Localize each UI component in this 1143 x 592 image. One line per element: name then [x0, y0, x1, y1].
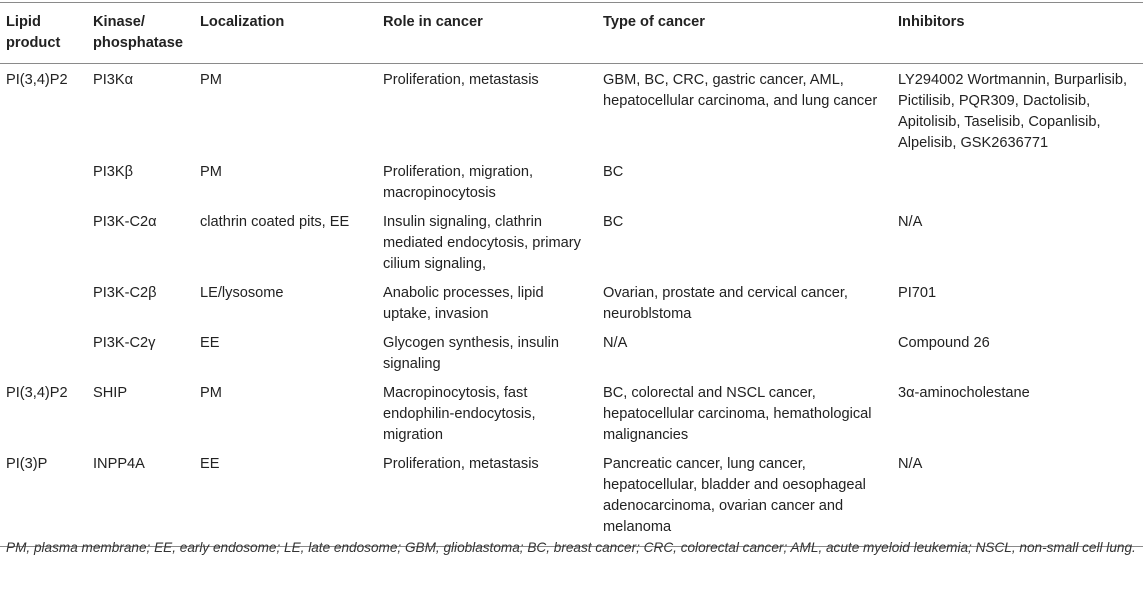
cell-lipid-product: [0, 327, 87, 377]
cell-kinase: PI3K-C2γ: [93, 335, 156, 351]
cell-role: Proliferation, migration, macropinocytosis: [383, 164, 534, 201]
cell-kinase: PI3Kα: [93, 72, 134, 88]
cell-inhibitors: N/A: [898, 214, 923, 230]
cell-inhibitors: N/A: [892, 448, 1143, 547]
cell-kinase: INPP4A: [87, 448, 194, 547]
cell-cancer-type: Ovarian, prostate and cervical cancer, neuroblstoma: [603, 285, 848, 322]
cell-localization: PM: [200, 164, 222, 180]
table-header: [0, 3, 1143, 64]
cell-inhibitors: [892, 156, 1143, 206]
cell-localization: PM: [200, 385, 222, 401]
cell-localization: EE: [200, 335, 220, 351]
cell-cancer-type: N/A: [603, 335, 628, 351]
cell-localization: PM: [200, 72, 222, 88]
cell-role: Proliferation, metastasis: [383, 72, 539, 88]
table-row: [0, 277, 1143, 327]
header-cancer-type: Type of cancer: [597, 3, 892, 64]
table-row: [0, 206, 1143, 277]
header-kinase: Kinase/ phosphatase: [87, 3, 194, 64]
cell-localization: LE/lysosome: [200, 285, 284, 301]
cell-inhibitors: PI701: [898, 285, 937, 301]
cell-kinase: SHIP: [93, 385, 128, 401]
cell-role: Insulin signaling, clathrin mediated endocytosis, primary cilium signaling,: [383, 214, 581, 272]
cell-localization: clathrin coated pits, EE: [200, 214, 350, 230]
table-row: [0, 327, 1143, 377]
cell-lipid-product: [0, 277, 87, 327]
cell-role: Glycogen synthesis, insulin signaling: [383, 335, 560, 372]
cell-cancer-type: Pancreatic cancer, lung cancer, hepatocellular, bladder and oesophageal adenocarcinoma, ovarian cancer and melanoma: [597, 448, 892, 547]
cell-cancer-type: GBM, BC, CRC, gastric cancer, AML, hepatocellular carcinoma, and lung cancer: [603, 72, 878, 109]
cell-role: Proliferation, metastasis: [377, 448, 597, 547]
cell-kinase: PI3K-C2α: [93, 214, 157, 230]
table-row: [0, 156, 1143, 206]
cell-lipid-product: PI(3,4)P2: [6, 72, 68, 88]
cell-cancer-type: BC: [603, 214, 624, 230]
table-footnote: PM, plasma membrane; EE, early endosome; LE, late endosome; GBM, glioblastoma; BC, breast cancer; CRC, colorectal cancer; AML, acute myeloid leukemia; NSCL, non-small cell lung.: [6, 540, 1136, 555]
cell-lipid-product: PI(3,4)P2: [6, 385, 68, 401]
cell-role: Anabolic processes, lipid uptake, invasion: [383, 285, 544, 322]
header-role: Role in cancer: [377, 3, 597, 64]
cell-inhibitors: LY294002 Wortmannin, Burparlisib, Pictilisib, PQR309, Dactolisib, Apitolisib, Taselisib, Copanlisib, Alpelisib, GSK2636771: [898, 72, 1128, 151]
cell-kinase: PI3Kβ: [93, 164, 134, 180]
header-row: [0, 3, 1143, 64]
cell-lipid-product: PI(3)P: [0, 448, 87, 547]
table-row: [0, 377, 1143, 448]
table-body: [0, 64, 1143, 547]
header-localization: Localization: [194, 3, 377, 64]
cell-localization: EE: [194, 448, 377, 547]
table-row: [0, 64, 1143, 157]
cell-inhibitors: Compound 26: [898, 335, 990, 351]
cell-lipid-product: [0, 206, 87, 277]
cell-cancer-type: BC: [603, 164, 624, 180]
cell-inhibitors: 3α-aminocholestane: [898, 385, 1030, 401]
table-row: [0, 448, 1143, 547]
cell-lipid-product: [0, 156, 87, 206]
header-inhibitors: Inhibitors: [892, 3, 1143, 64]
header-lipid-product: Lipid product: [0, 3, 87, 64]
cell-role: Macropinocytosis, fast endophilin-endocytosis, migration: [383, 385, 536, 443]
cell-cancer-type: BC, colorectal and NSCL cancer, hepatocellular carcinoma, hemathological malignancies: [603, 385, 872, 443]
lipid-kinase-table: [0, 2, 1143, 547]
cell-kinase: PI3K-C2β: [93, 285, 157, 301]
